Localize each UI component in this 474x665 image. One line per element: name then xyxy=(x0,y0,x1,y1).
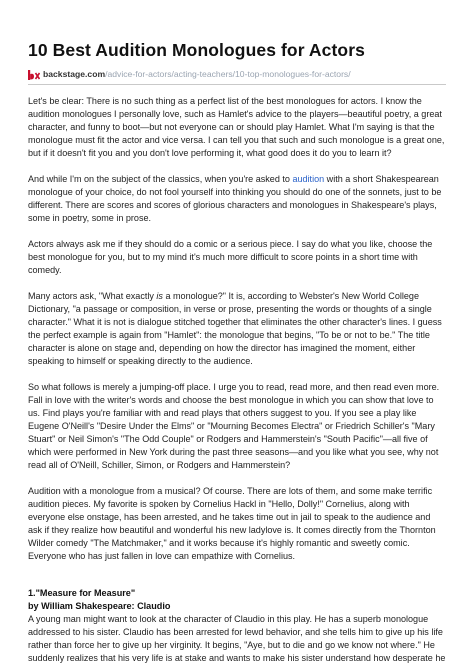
section-1-heading xyxy=(28,587,446,613)
paragraph-reading: So what follows is merely a jumping-off place. I urge you to read, read more, and then read even more. Fall in love with the writer's words and choose the best monologue in which you can show that love to us. Find plays you're familiar with and read plays that others suggest to you. If you see a play like Eugene O'Neill's "Desire Under the Elms" or "Mourning Becomes Electra" or Friedrich Schiller's "Mary Stuart" or Neil Simon's "The Odd Couple" or Rodgers and Hammerstein's "South Pacific"—all five of which were performed in New York during the past three seasons—and you like what you see, why not read all of O'Neill, Schiller, Simon, or Rodgers and Hammerstein? xyxy=(28,382,440,470)
source-path[interactable]: /advice-for-actors/acting-teachers/10-top-monologues-for-actors/ xyxy=(105,69,351,79)
backstage-logo-icon xyxy=(28,70,40,80)
paragraph-comic-serious: Actors always ask me if they should do a comic or a serious piece. I say do what you like, choose the best monologue for you, but to my mind it's much more difficult to score points in a short time with comedy. xyxy=(28,239,433,275)
paragraph-classics-end: with a short Shakespearean monologue of your choice, do not fool yourself into thinking you should do one of the sonnets, just to be different. There are scores and scores of glorious characters and monologues in Shakespeare's plays, some in poetry, some in prose. xyxy=(28,174,442,223)
header-divider xyxy=(28,84,446,85)
source-site[interactable]: backstage.com xyxy=(43,69,106,79)
section-1-title: 1."Measure for Measure" xyxy=(28,588,136,598)
audition-link[interactable]: audition xyxy=(292,174,325,184)
paragraph-definition xyxy=(28,290,446,368)
paragraph-classics xyxy=(28,173,446,225)
section-1-text: A young man might want to look at the character of Claudio in this play. He has a superb monologue addressed to his sister. Claudio has been arrested for lewd behavior, and she tells him to give up his life rather than force her to give up her virginity. It begins, "Aye, but to die and go we know not where." He suddenly realizes that his very life is at stake and wants to make his sister understand how desperate he xyxy=(28,614,446,663)
source-line xyxy=(28,69,446,79)
paragraph-classics-start: And while I'm on the subject of the classics, when you're asked to xyxy=(28,174,293,184)
paragraph-intro: Let's be clear: There is no such thing as a perfect list of the best monologues for actors. I know the audition monologues I personally love, such as Hamlet's advice to the players—beautiful poetry, a great character, and funny to boot—but not everyone can or should play Hamlet. What I'm saying is that the monologue must fit the actor and vice versa. I can tell you that such and such monologue is a great one, but if it doesn't fit you and you don't love performing it, what good does it do you to learn it? xyxy=(28,96,445,158)
paragraph-definition-end: a monologue?" It is, according to Webster's New World College Dictionary, "a passage or composition, in verse or prose, presenting the words or thoughts of a single character." What it is not is dialogue stitched together that eliminates the other character's lines. I guess the perfect example is again from "Hamlet": the monologue that begins, "To be or not to be." The title character is alone on stage and, depending on how the director has imagined the moment, either speaking to himself or speaking directly to the audience. xyxy=(28,291,442,366)
article-body xyxy=(28,95,446,665)
paragraph-musical: Audition with a monologue from a musical? Of course. There are lots of them, and some make terrific audition pieces. My favorite is spoken by Cornelius Hackl in "Hello, Dolly!" Cornelius, along with everyone else onstage, has been arrested, and he takes time out in jail to speak to the audience and ask if they realize how beautiful and wonderful his new ladylove is. It comes directly from the Thornton Wilder comedy "The Matchmaker," and it works because it's highly romantic and sweetly comic. Everyone who has just fallen in love can empathize with Cornelius. xyxy=(28,486,436,561)
page-title: 10 Best Audition Monologues for Actors xyxy=(28,40,365,60)
paragraph-definition-start: Many actors ask, "What exactly xyxy=(28,291,157,301)
section-1-subtitle: by William Shakespeare: Claudio xyxy=(28,601,171,611)
emphasis-is: is xyxy=(156,291,163,301)
